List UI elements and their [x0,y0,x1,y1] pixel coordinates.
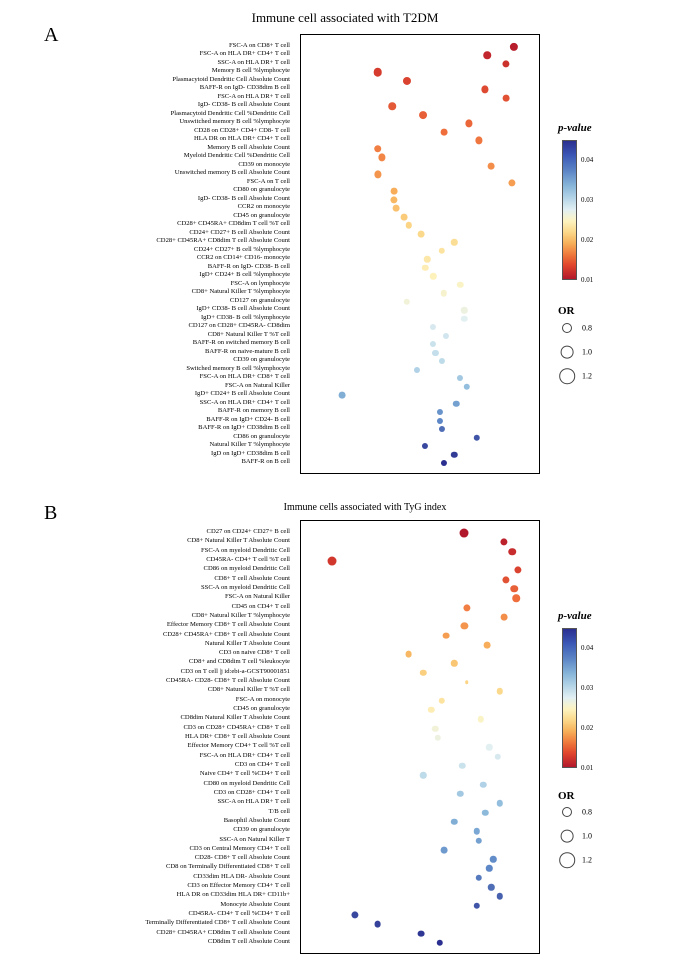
y-axis-label: FSC-A on CD8+ T cell [229,42,290,49]
data-point [430,273,436,279]
panel-a-plot-area [300,34,540,474]
data-point [419,111,427,119]
y-axis-label: BAFF-R on memory B cell [217,407,290,415]
y-axis-label: CD80 on myeloid Dendritic Cell [203,779,290,787]
data-point [437,409,443,415]
y-axis-label: FSC-A on lymphocyte [230,279,290,287]
data-point [442,632,449,639]
y-axis-label: BAFF-R on naive-mature B cell [205,347,290,355]
y-axis-label: Plasmacytoid Dendritic Cell %Dendritic Cell [170,109,290,117]
or-legend-circle [559,368,575,384]
data-point [328,556,337,565]
data-point [496,800,502,806]
y-axis-label: BAFF-R on IgD+ CD38dim B cell [198,424,290,432]
y-axis-label: SSC-A on Natural Killer T [219,835,290,843]
data-point [465,120,472,127]
data-point [424,256,430,262]
data-point [432,350,438,356]
data-point [378,154,385,161]
y-axis-label: SSC-A on HLA DR+ T cell [217,58,290,66]
data-point [451,451,457,457]
data-point [391,196,398,203]
y-axis-label: CD28+ CD45RA+ CD8dim T cell Absolute Count [156,237,290,245]
data-point [430,341,436,347]
data-point [441,290,447,296]
data-point [374,171,381,178]
y-axis-label: CD8 on Terminally Differentiated CD8+ T cell [166,863,290,871]
y-axis-label: CD3 on CD4+ T cell [234,760,290,768]
data-point [443,333,449,339]
y-axis-label: BAFF-R on IgD+ CD24- B cell [206,415,290,423]
data-point [388,103,396,111]
y-axis-label: Basophil Absolute Count [223,816,290,824]
data-point [483,52,491,60]
y-axis-label: CD8+ Natural Killer T %lymphocyte [191,288,290,296]
data-point [482,86,489,93]
y-axis-label: FSC-A on HLA DR+ T cell [217,92,290,100]
y-axis-label: Unswitched memory B cell Absolute Count [174,169,290,177]
y-axis-label: CD3 on CD28+ CD4+ T cell [213,788,290,796]
y-axis-label: CD28+ CD45RA+ CD8dim T cell Absolute Count [156,928,290,936]
y-axis-label: CD28 on CD28+ CD4+ CD8- T cell [194,126,290,134]
pvalue-tick-label: 0.04 [581,644,594,652]
data-point [476,837,482,843]
y-axis-label: Effector Memory CD8+ T cell Absolute Count [166,621,290,629]
y-axis-label: FSC-A on Natural Killer [224,593,290,601]
y-axis-label: FSC-A on T cell [246,177,290,185]
y-axis-label: HLA DR on CD33dim HLA DR+ CD11b+ [176,891,290,899]
data-point [403,298,409,304]
panel-b-pvalue-legend-title: p-value [558,610,592,622]
data-point [453,400,459,406]
data-point [494,753,500,759]
data-point [461,623,468,630]
y-axis-label: CD127 on CD28+ CD45RA- CD8dim [188,322,290,330]
panel-b-or-legend-title: OR [558,790,575,802]
data-point [500,613,507,620]
panel-a-pvalue-colorbar [562,140,577,280]
data-point [422,265,428,271]
data-point [420,670,426,676]
y-axis-label: BAFF-R on B cell [241,458,290,465]
data-point [510,585,518,593]
data-point [510,43,518,51]
or-legend-circle [562,807,572,817]
data-point [508,548,516,556]
data-point [476,875,482,881]
y-axis-label: CCR2 on monocyte [237,203,290,211]
data-point [440,128,447,135]
data-point [488,884,494,890]
panel-b-letter: B [44,502,58,524]
data-point [474,903,480,909]
data-point [438,248,444,254]
data-point [486,865,492,871]
y-axis-label: CD45 on CD4+ T cell [231,602,290,610]
y-axis-label: Memory B cell %lymphocyte [211,67,290,75]
y-axis-label: CCR2 on CD14+ CD16- monocyte [196,254,290,262]
data-point [393,205,400,212]
data-point [451,660,457,666]
y-axis-label: CD8+ Natural Killer T Absolute Count [187,537,290,545]
data-point [459,763,465,769]
pvalue-tick-label: 0.03 [581,684,594,692]
data-point [457,281,463,287]
y-axis-label: CD8+ Natural Killer T %T cell [207,330,290,338]
data-point [418,930,425,937]
data-point [351,911,358,918]
y-axis-label: Natural Killer T Absolute Count [204,639,290,647]
y-axis-label: FSC-A on monocyte [235,695,290,703]
y-axis-label: Memory B cell Absolute Count [207,143,290,151]
data-point [430,324,436,330]
y-axis-label: IgD+ CD38- B cell %lymphocyte [200,313,290,321]
y-axis-label: CD8dim Natural Killer T Absolute Count [180,714,290,722]
data-point [436,940,442,946]
y-axis-label: CD86 on myeloid Dendritic Cell [203,565,290,573]
or-legend-label: 1.2 [582,855,592,865]
panel-b-title: Immune cells associated with TyG index [283,502,447,513]
y-axis-label: BAFF-R on IgD- CD38- B cell [207,262,290,270]
data-point [401,213,408,220]
y-axis-label: CD24+ CD27+ B cell Absolute Count [189,228,290,236]
data-point [432,725,438,731]
data-point [451,239,457,245]
data-point [478,716,484,722]
data-point [463,383,469,389]
y-axis-label: CD28+ CD45RA+ CD8+ T cell Absolute Count [162,630,290,638]
y-axis-label: SSC-A on HLA DR+ CD4+ T cell [199,398,290,406]
pvalue-tick-label: 0.01 [581,276,594,284]
y-axis-label: IgD+ CD38- B cell Absolute Count [196,305,290,313]
y-axis-label: HLA DR+ CD8+ T cell Absolute Count [184,733,290,740]
y-axis-label: FSC-A on HLA DR+ CD8+ T cell [199,373,290,381]
data-point [515,567,522,574]
y-axis-label: IgD+ CD24+ B cell %lymphocyte [199,271,290,279]
y-axis-label: SSC-A on myeloid Dendritic Cell [200,583,290,591]
panel-a-title: Immune cell associated with T2DM [251,10,439,25]
y-axis-label: CD127 on granulocyte [229,296,290,304]
or-legend-label: 1.0 [582,347,592,357]
data-point [451,819,457,825]
y-axis-label: FSC-A on myeloid Dendritic Cell [200,546,290,554]
panel-a-letter: A [44,24,59,46]
y-axis-label: Effector Memory CD4+ T cell %T cell [187,742,290,750]
y-axis-label: CD45RA- CD4+ T cell %T cell [206,555,290,563]
y-axis-label: IgD on IgD+ CD38dim B cell [211,449,290,457]
y-axis-label: CD39 on granulocyte [233,356,290,364]
y-axis-label: CD3 on T cell |j id:ebi-a-GCST90001851 [180,667,290,675]
y-axis-label: CD8dim T cell Absolute Count [207,938,290,945]
data-point [373,68,382,77]
data-point [461,315,467,321]
or-legend-circle [559,852,575,868]
y-axis-label: Natural Killer T %lymphocyte [209,441,290,449]
y-axis-label: CD86 on granulocyte [233,432,290,440]
y-axis-label: CD3 on naive CD8+ T cell [218,649,290,657]
or-legend-label: 1.2 [582,371,592,381]
data-point [502,576,509,583]
data-point [502,95,509,102]
data-point [434,735,440,741]
data-point [486,744,492,750]
y-axis-label: Terminally Differentiated CD8+ T cell Absolute Count [145,919,290,927]
data-point [420,772,426,778]
y-axis-label: FSC-A on Natural Killer [224,381,290,389]
pvalue-tick-label: 0.02 [581,724,594,732]
data-point [500,539,507,546]
panel-a-or-legend-title: OR [558,305,575,317]
y-axis-label: IgD+ CD24+ B cell Absolute Count [194,390,290,398]
data-point [405,651,412,658]
y-axis-label: Myeloid Dendritic Cell %Dendritic Cell [183,152,290,160]
y-axis-label: Plasmacytoid Dendritic Cell Absolute Count [172,75,290,83]
data-point [502,60,509,67]
panel-b-y-axis-labels [30,520,296,954]
y-axis-label: CD39 on granulocyte [233,826,290,834]
data-point [422,443,428,449]
panel-b-plot-area [300,520,540,954]
panel-b-pvalue-colorbar [562,628,577,768]
y-axis-label: CD3 on Effector Memory CD4+ T cell [187,882,290,890]
or-legend-circle [561,346,574,359]
y-axis-label: BAFF-R on IgD- CD38dim B cell [199,84,290,92]
data-point [405,222,411,228]
data-point [461,307,467,313]
y-axis-label: IgD- CD38- B cell Absolute Count [197,194,290,202]
data-point [460,529,469,538]
y-axis-label: T/B cell [268,807,290,815]
data-point [490,856,496,862]
data-point [439,358,445,364]
y-axis-label: Monocyte Absolute Count [220,900,290,908]
panel-a-y-axis-labels [30,34,296,474]
data-point [391,188,398,195]
pvalue-tick-label: 0.04 [581,156,594,164]
data-point [474,828,480,834]
y-axis-label: SSC-A on HLA DR+ T cell [217,798,290,806]
y-axis-label: Switched memory B cell %lymphocyte [186,364,290,372]
y-axis-label: HLA DR on HLA DR+ CD4+ T cell [193,135,290,143]
y-axis-label: CD8+ T cell Absolute Count [214,574,290,582]
data-point [463,604,470,611]
data-point [457,375,463,381]
panel-a-pvalue-legend-title: p-value [558,122,592,134]
data-point [512,594,520,602]
data-point [438,698,444,704]
data-point [496,893,502,899]
y-axis-label: CD28+ CD45RA+ CD8dim T cell %T cell [177,220,290,228]
data-point [484,641,491,648]
data-point [474,434,480,440]
data-point [418,230,425,237]
y-axis-label: CD80 on granulocyte [233,186,290,194]
y-axis-label: CD3 on CD28+ CD45RA+ CD8+ T cell [183,723,290,731]
or-legend-circle [562,323,572,333]
data-point [482,809,488,815]
data-point [480,781,486,787]
pvalue-tick-label: 0.02 [581,236,594,244]
data-point [475,137,482,144]
y-axis-label: CD24+ CD27+ B cell %lymphocyte [193,245,290,253]
y-axis-label: CD8+ Natural Killer T %lymphocyte [191,611,290,619]
y-axis-label: Naive CD4+ T cell %CD4+ T cell [199,770,290,778]
y-axis-label: CD27 on CD24+ CD27+ B cell [206,528,290,535]
y-axis-label: CD28- CD8+ T cell Absolute Count [194,854,290,862]
y-axis-label: CD45 on granulocyte [233,705,290,713]
data-point [402,77,410,85]
data-point [488,162,495,169]
or-legend-label: 0.8 [582,807,592,817]
y-axis-label: CD3 on Central Memory CD4+ T cell [189,844,290,852]
data-point [465,680,469,684]
or-legend-label: 0.8 [582,323,592,333]
y-axis-label: CD45RA- CD4+ T cell %CD4+ T cell [188,910,290,918]
or-legend-circle [561,830,574,843]
data-point [440,846,447,853]
pvalue-tick-label: 0.01 [581,764,594,772]
y-axis-label: BAFF-R on switched memory B cell [192,339,290,347]
y-axis-label: CD45RA- CD28- CD8+ T cell Absolute Count [166,677,290,685]
data-point [508,179,515,186]
or-legend-label: 1.0 [582,831,592,841]
data-point [441,460,447,466]
y-axis-label: Unswitched memory B cell %lymphocyte [179,118,290,126]
y-axis-label: CD45 on granulocyte [233,211,290,219]
data-point [414,367,420,373]
data-point [374,145,382,153]
y-axis-label: CD8+ Natural Killer T %T cell [207,686,290,694]
data-point [457,791,463,797]
data-point [428,707,434,713]
data-point [496,688,502,694]
data-point [437,418,443,424]
y-axis-label: FSC-A on HLA DR+ CD4+ T cell [199,50,290,58]
data-point [339,392,346,399]
y-axis-label: FSC-A on HLA DR+ CD4+ T cell [199,751,290,759]
y-axis-label: CD8+ and CD8dim T cell %leukocyte [188,658,290,666]
data-point [439,426,445,432]
y-axis-label: CD33dim HLA DR- Absolute Count [193,872,290,880]
pvalue-tick-label: 0.03 [581,196,594,204]
y-axis-label: CD39 on monocyte [238,160,290,168]
y-axis-label: IgD- CD38- B cell Absolute Count [197,101,290,109]
data-point [374,921,381,928]
